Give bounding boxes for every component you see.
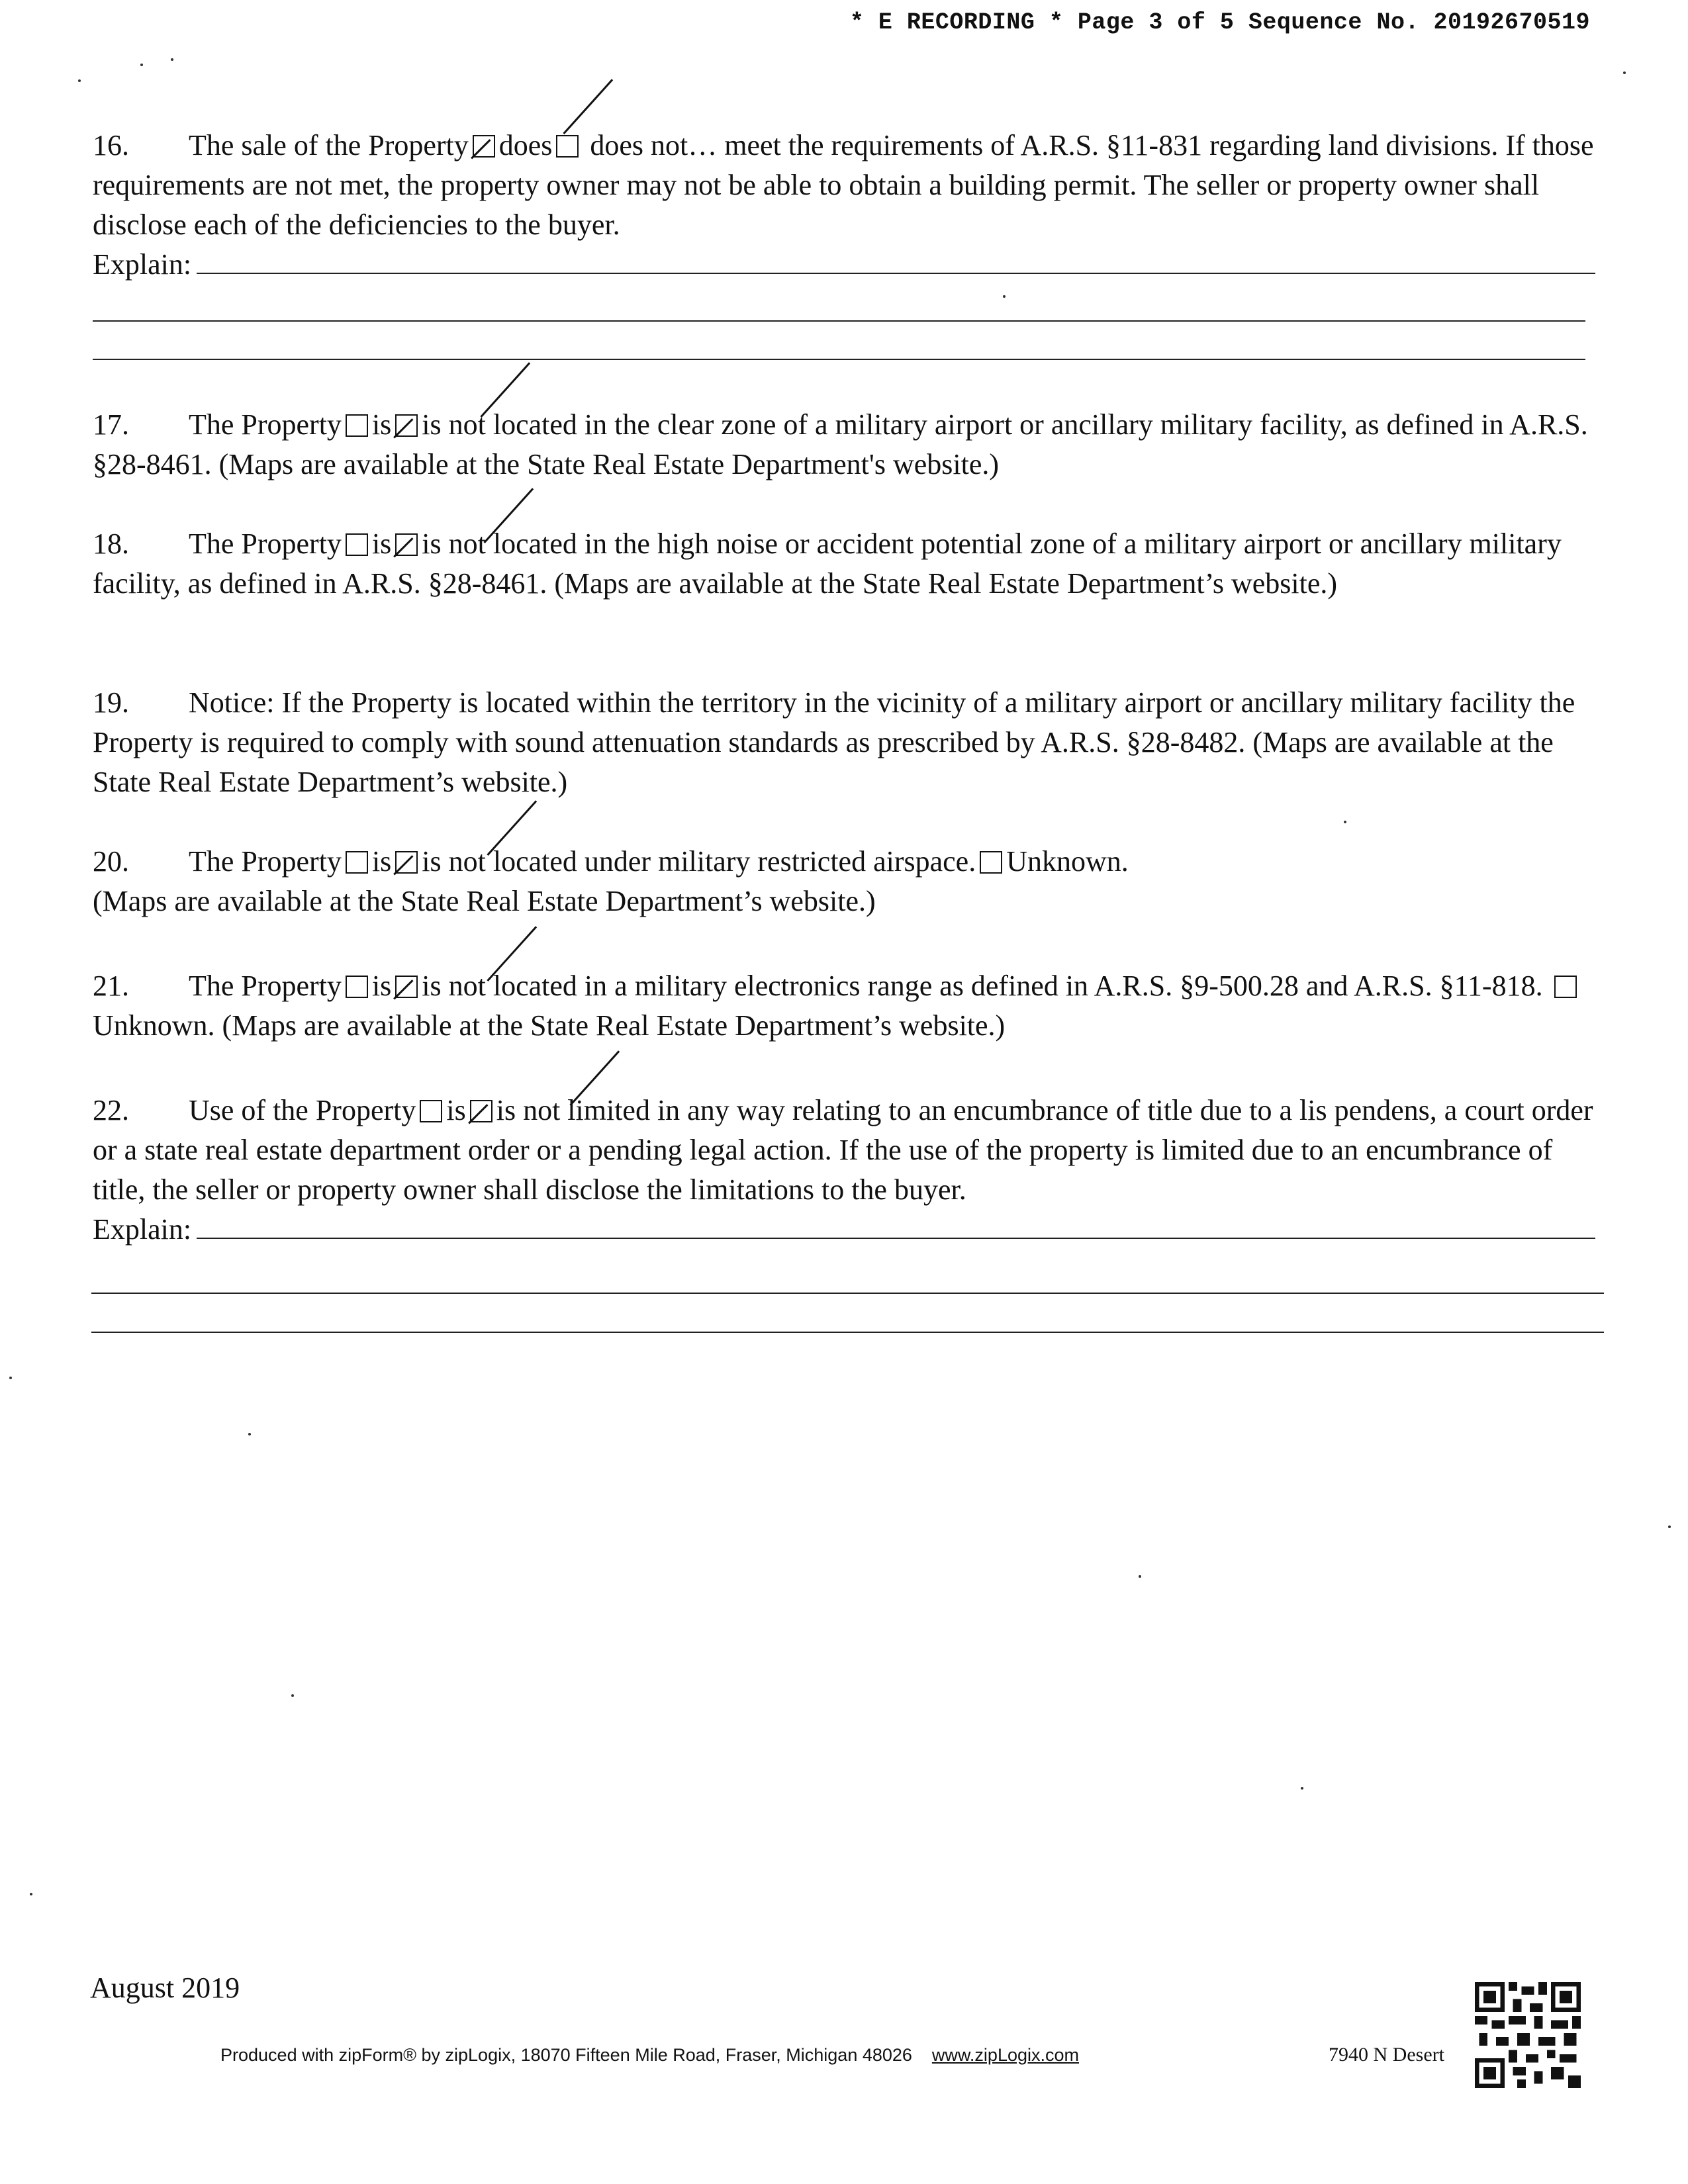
explain-line-2[interactable]	[91, 1293, 1604, 1294]
checkbox-is-not[interactable]	[395, 976, 418, 998]
item-20-lead: The Property	[189, 845, 342, 878]
option-is: is	[446, 1094, 466, 1126]
checkbox-is[interactable]	[420, 1100, 442, 1122]
item-22-text: is not limited in any way relating to an encumbrance of title due to a lis pendens, a court order or a state real estate department order or a pending legal action. If the use of the property is limited due to an encumbrance of title, the seller or property owner shall disclose the limitations to the buyer.	[93, 1094, 1593, 1206]
explain-line-3[interactable]	[93, 359, 1585, 360]
item-number: 16.	[93, 129, 129, 161]
checkbox-unknown[interactable]	[980, 851, 1002, 874]
item-number: 22.	[93, 1094, 129, 1126]
producer-text: Produced with zipForm® by zipLogix, 18070 Fifteen Mile Road, Fraser, Michigan 48026	[220, 2045, 912, 2065]
option-is: is	[371, 527, 392, 560]
item-21-lead: The Property	[189, 970, 342, 1002]
option-is: is	[371, 845, 392, 878]
scan-speck	[1623, 71, 1626, 74]
item-19-text: Notice: If the Property is located within the territory in the vicinity of a military airport or ancillary military facility the Property is required to comply with sound attenuation standards as prescribed by A.R.S. §28-8482. (Maps are available at the State Real Estate Department’s website.)	[93, 686, 1575, 798]
item-21	[93, 966, 1595, 1046]
item-18-text: is not located in the high noise or accident potential zone of a military airport or ancillary military facility, as defined in A.R.S. §28-8461. (Maps are available at the State Real Estate Department’s website.)	[93, 527, 1562, 600]
explain-label: Explain:	[93, 1213, 192, 1246]
option-is: is	[371, 408, 392, 441]
ziplogix-link[interactable]: www.zipLogix.com	[931, 2045, 1079, 2065]
checkbox-is-not[interactable]	[395, 533, 418, 556]
scan-speck	[78, 79, 81, 82]
explain-field[interactable]	[197, 246, 1595, 274]
item-number: 21.	[93, 970, 129, 1002]
explain-label: Explain:	[93, 248, 192, 281]
explain-row	[93, 245, 1595, 285]
item-20	[93, 842, 1595, 921]
checkbox-is[interactable]	[346, 851, 368, 874]
scan-speck	[9, 1377, 12, 1379]
item-16-text: does not… meet the requirements of A.R.S. §11-831 regarding land divisions. If those requirements are not met, the property owner may not be able to obtain a building permit. The seller or property owner shall disclose each of the deficiencies to the buyer.	[93, 129, 1594, 241]
checkbox-is[interactable]	[346, 414, 368, 437]
item-16-lead: The sale of the Property	[189, 129, 469, 161]
checkbox-is-not[interactable]	[395, 414, 418, 437]
checkbox-unknown[interactable]	[1554, 976, 1577, 998]
recording-header: * E RECORDING * Page 3 of 5 Sequence No. 20192670519	[849, 9, 1590, 36]
item-18-lead: The Property	[189, 527, 342, 560]
item-21-text: is not located in a military electronics range as defined in A.R.S. §9-500.28 and A.R.S. §11-818.	[422, 970, 1543, 1002]
item-17	[93, 405, 1595, 484]
item-number: 18.	[93, 527, 129, 560]
option-unknown: Unknown. (Maps are available at the State Real Estate Department’s website.)	[93, 1009, 1006, 1042]
scan-speck	[248, 1433, 251, 1435]
checkbox-does-not[interactable]	[556, 135, 579, 158]
scan-speck	[1003, 295, 1006, 298]
scan-speck	[140, 64, 143, 66]
item-20-text: is not located under military restricted airspace.	[422, 845, 976, 878]
item-17-text: is not located in the clear zone of a military airport or ancillary military facility, as defined in A.R.S. §28-8461. (Maps are available at the State Real Estate Department's website.)	[93, 408, 1588, 480]
item-number: 19.	[93, 686, 129, 719]
checkbox-is-not[interactable]	[395, 851, 418, 874]
item-22	[93, 1091, 1595, 1250]
checkbox-does[interactable]	[473, 135, 495, 158]
option-does: does	[498, 129, 553, 161]
option-unknown: Unknown.	[1006, 845, 1129, 878]
scan-speck	[30, 1893, 32, 1895]
checkbox-is-not[interactable]	[470, 1100, 492, 1122]
property-address: 7940 N Desert	[1329, 2044, 1444, 2066]
checkbox-is[interactable]	[346, 976, 368, 998]
item-19	[93, 683, 1595, 802]
explain-line-2[interactable]	[93, 320, 1585, 322]
scan-speck	[1139, 1575, 1141, 1578]
item-20-maps-note: (Maps are available at the State Real Estate Department’s website.)	[93, 885, 876, 917]
scan-speck	[1668, 1525, 1671, 1528]
scan-speck	[1344, 821, 1346, 823]
form-date: August 2019	[90, 1972, 240, 2004]
qr-code-icon	[1475, 1982, 1581, 2088]
item-number: 20.	[93, 845, 129, 878]
option-is: is	[371, 970, 392, 1002]
producer-line	[220, 2045, 1079, 2066]
item-22-lead: Use of the Property	[189, 1094, 416, 1126]
explain-field[interactable]	[197, 1211, 1595, 1239]
item-18	[93, 524, 1595, 604]
explain-row	[93, 1210, 1595, 1250]
scan-speck	[1301, 1787, 1303, 1790]
scan-speck	[291, 1694, 294, 1697]
item-number: 17.	[93, 408, 129, 441]
item-16	[93, 126, 1595, 285]
item-17-lead: The Property	[189, 408, 342, 441]
explain-line-3[interactable]	[91, 1332, 1604, 1333]
scan-speck	[171, 58, 173, 61]
checkbox-is[interactable]	[346, 533, 368, 556]
